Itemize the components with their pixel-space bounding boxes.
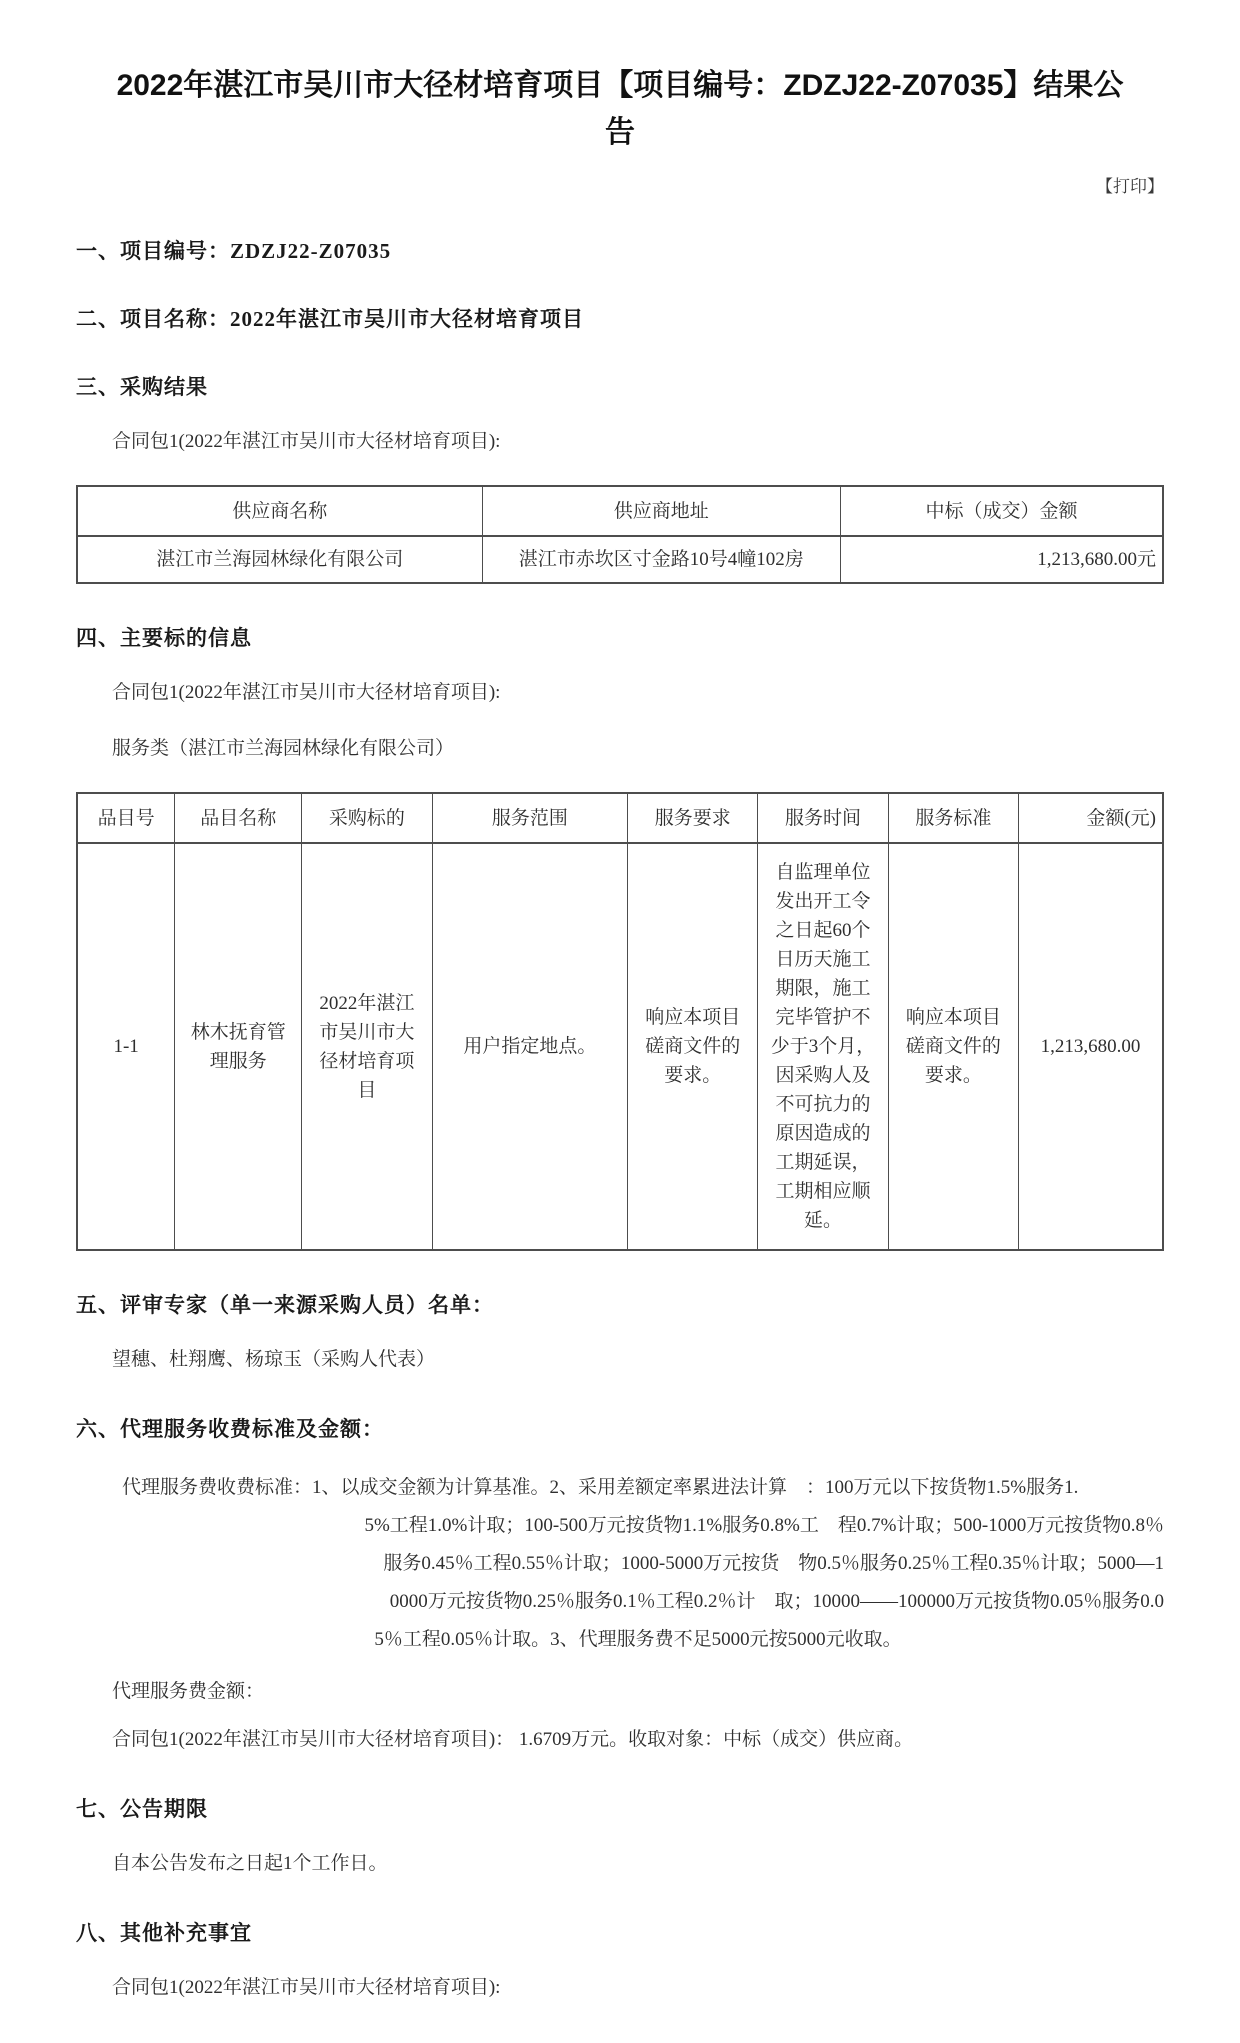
- agency-fee-amount-label: 代理服务费金额：: [112, 1681, 265, 1702]
- column-header-procure-target: 采购标的: [302, 793, 432, 843]
- column-header-award-amount: 中标（成交）金额: [840, 486, 1163, 536]
- contract-package-line: 合同包1(2022年湛江市吴川市大径材培育项目):: [112, 1977, 501, 1998]
- contract-package-line: 合同包1(2022年湛江市吴川市大径材培育项目):: [112, 682, 501, 703]
- column-header-item-name: 品目名称: [175, 793, 302, 843]
- column-header-amount: 金额(元): [1019, 793, 1164, 843]
- cell-service-std: 响应本项目磋商文件的要求。: [888, 843, 1018, 1250]
- column-header-service-std: 服务标准: [888, 793, 1018, 843]
- section-heading-agency-fee: 六、代理服务收费标准及金额：: [76, 1417, 384, 1441]
- table-row: [77, 536, 1163, 583]
- cell-service-req: 响应本项目磋商文件的要求。: [628, 843, 758, 1250]
- cell-item-name: 林木抚育管理服务: [175, 843, 302, 1250]
- section-heading-announcement-period: 七、公告期限: [76, 1797, 208, 1821]
- fee-standard-line: 服务0.45％工程0.55％计取；1000-5000万元按货 物0.5％服务0.25％工程0.35％计取；5000—1: [383, 1553, 1164, 1574]
- expert-names-line: 望穗、杜翔鹰、杨琼玉（采购人代表）: [112, 1349, 436, 1370]
- cell-service-scope: 用户指定地点。: [432, 843, 627, 1250]
- cell-supplier-name: 湛江市兰海园林绿化有限公司: [77, 536, 482, 583]
- table-header-row: [77, 793, 1163, 843]
- subject-table-body: [77, 843, 1163, 1250]
- column-header-item-no: 品目号: [77, 793, 175, 843]
- table-header-row: [77, 486, 1163, 536]
- print-row: [76, 172, 1164, 197]
- cell-procure-target: 2022年湛江市吴川市大径材培育项目: [302, 843, 432, 1250]
- column-header-service-scope: 服务范围: [432, 793, 627, 843]
- section-heading-other-matters: 八、其他补充事宜: [76, 1921, 252, 1945]
- column-header-service-time: 服务时间: [758, 793, 888, 843]
- fee-standard-line: 5％工程0.05％计取。3、代理服务费不足5000元按5000元收取。: [374, 1629, 902, 1650]
- print-button[interactable]: 【打印】: [1096, 177, 1164, 196]
- service-category-line: 服务类（湛江市兰海园林绿化有限公司）: [112, 738, 455, 759]
- cell-amount: 1,213,680.00: [1019, 843, 1164, 1250]
- announcement-period-line: 自本公告发布之日起1个工作日。: [112, 1853, 388, 1874]
- cell-award-amount: 1,213,680.00元: [840, 536, 1163, 583]
- table-row: [77, 843, 1163, 1250]
- cell-item-no: 1-1: [77, 843, 175, 1250]
- section-heading-expert-list: 五、评审专家（单一来源采购人员）名单：: [76, 1293, 494, 1317]
- agency-fee-standard-paragraph: [76, 1469, 1164, 1659]
- contract-package-line: 合同包1(2022年湛江市吴川市大径材培育项目):: [112, 431, 501, 452]
- cell-service-time: 自监理单位发出开工令之日起60个日历天施工期限，施工完毕管护不少于3个月，因采购人及不可抗力的原因造成的工期延误，工期相应顺延。: [758, 843, 888, 1250]
- column-header-supplier-name: 供应商名称: [77, 486, 482, 536]
- fee-standard-line: 代理服务费收费标准：1、以成交金额为计算基准。2、采用差额定率累进法计算 ：100万元以下按货物1.5%服务1.: [122, 1477, 1079, 1498]
- column-header-supplier-address: 供应商地址: [482, 486, 840, 536]
- fee-standard-line: 5%工程1.0%计取；100-500万元按货物1.1%服务0.8%工 程0.7%计取；500-1000万元按货物0.8％: [364, 1515, 1164, 1536]
- supplier-table-body: [77, 536, 1163, 583]
- column-header-service-req: 服务要求: [628, 793, 758, 843]
- section-heading-project-number: 一、项目编号：ZDZJ22-Z07035: [76, 239, 392, 263]
- cell-supplier-address: 湛江市赤坎区寸金路10号4幢102房: [482, 536, 840, 583]
- section-heading-main-subject-info: 四、主要标的信息: [76, 626, 252, 650]
- subject-table-header: [77, 793, 1163, 843]
- section-heading-procurement-result: 三、采购结果: [76, 375, 208, 399]
- page-title: 2022年湛江市吴川市大径材培育项目【项目编号：ZDZJ22-Z07035】结果公告: [116, 69, 1124, 149]
- agency-fee-amount-line: 合同包1(2022年湛江市吴川市大径材培育项目)： 1.6709万元。收取对象：中标（成交）供应商。: [112, 1729, 914, 1750]
- subject-detail-table: [76, 792, 1164, 1251]
- section-heading-project-name: 二、项目名称：2022年湛江市吴川市大径材培育项目: [76, 307, 584, 331]
- fee-standard-line: 0000万元按货物0.25％服务0.1％工程0.2％计 取；10000——100000万元按货物0.05％服务0.0: [389, 1591, 1164, 1612]
- supplier-table-header: [77, 486, 1163, 536]
- supplier-result-table: [76, 485, 1164, 584]
